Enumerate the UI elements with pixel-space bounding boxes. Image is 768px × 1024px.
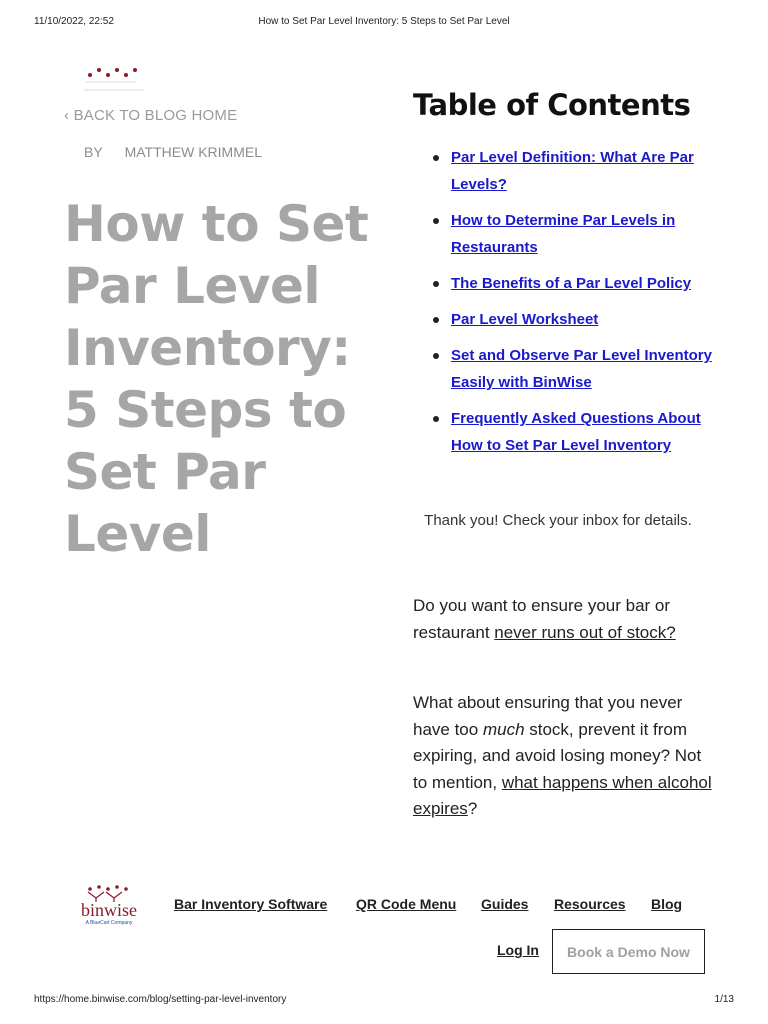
p2-text-before: What about ensuring that you never have too [413,693,683,739]
book-demo-button[interactable]: Book a Demo Now [552,929,705,974]
wine-glasses-logo-icon [80,66,150,106]
back-to-blog-link[interactable] [64,107,237,124]
print-document-title: How to Set Par Level Inventory: 5 Steps to Set Par Level [258,16,510,27]
login-link[interactable]: Log In [497,942,539,958]
nav-resources[interactable]: Resources [554,896,626,912]
toc-item [432,342,722,396]
toc-item [432,144,722,198]
print-page-number: 1/13 [714,994,734,1005]
intro-paragraph-2 [413,690,713,823]
p2-end: ? [467,799,478,818]
print-url: https://home.binwise.com/blog/setting-par-level-inventory [34,994,287,1005]
print-footer [34,994,734,1008]
p1-text: Do you want to ensure your bar or restaurant [413,596,671,642]
chevron-left-icon: ‹ [64,107,74,124]
binwise-logo[interactable] [72,884,146,926]
toc-list [432,144,722,468]
never-runs-out-link[interactable]: never runs out of stock? [494,622,676,642]
toc-link-par-level-definition[interactable]: Par Level Definition: What Are Par Levels? [451,149,694,193]
logo-wordmark: binwise [81,900,137,920]
toc-heading: Table of Contents [413,88,691,122]
toc-link-faq[interactable]: Frequently Asked Questions About How to Set Par Level Inventory [451,410,701,454]
p2-text-after: stock, prevent it from expiring, and avoid losing money? Not to mention, [413,719,702,792]
toc-item [432,306,722,333]
wine-glasses-logo-icon [72,884,146,926]
alcohol-expires-link[interactable]: what happens when alcohol expires [413,772,712,818]
toc-link-worksheet[interactable]: Par Level Worksheet [451,311,599,328]
by-label: BY [84,144,103,160]
toc-item [432,405,722,459]
nav-guides[interactable]: Guides [481,896,529,912]
nav-qr-code-menu[interactable]: QR Code Menu [356,896,457,912]
site-logo[interactable] [80,66,150,106]
print-date: 11/10/2022, 22:52 [34,16,114,27]
print-header [34,16,734,30]
toc-item [432,207,722,261]
nav-blog[interactable]: Blog [651,896,683,912]
toc-link-benefits[interactable]: The Benefits of a Par Level Policy [451,275,692,292]
thank-you-message: Thank you! Check your inbox for details. [424,512,692,529]
toc-link-binwise[interactable]: Set and Observe Par Level Inventory Easily with BinWise [451,347,712,391]
p2-emphasis: much [482,719,525,739]
intro-paragraph-1 [413,593,713,646]
byline [84,144,262,160]
toc-link-determine-par-levels[interactable]: How to Determine Par Levels in Restaurants [451,212,676,256]
author-name: MATTHEW KRIMMEL [124,144,262,160]
logo-tagline: A BlueCart Company [85,920,133,926]
article-title: How to Set Par Level Inventory: 5 Steps to Set Par Level [64,195,369,563]
nav-bar-inventory-software[interactable]: Bar Inventory Software [174,896,328,912]
back-to-blog-label: BACK TO BLOG HOME [73,107,238,124]
toc-item [432,270,722,297]
